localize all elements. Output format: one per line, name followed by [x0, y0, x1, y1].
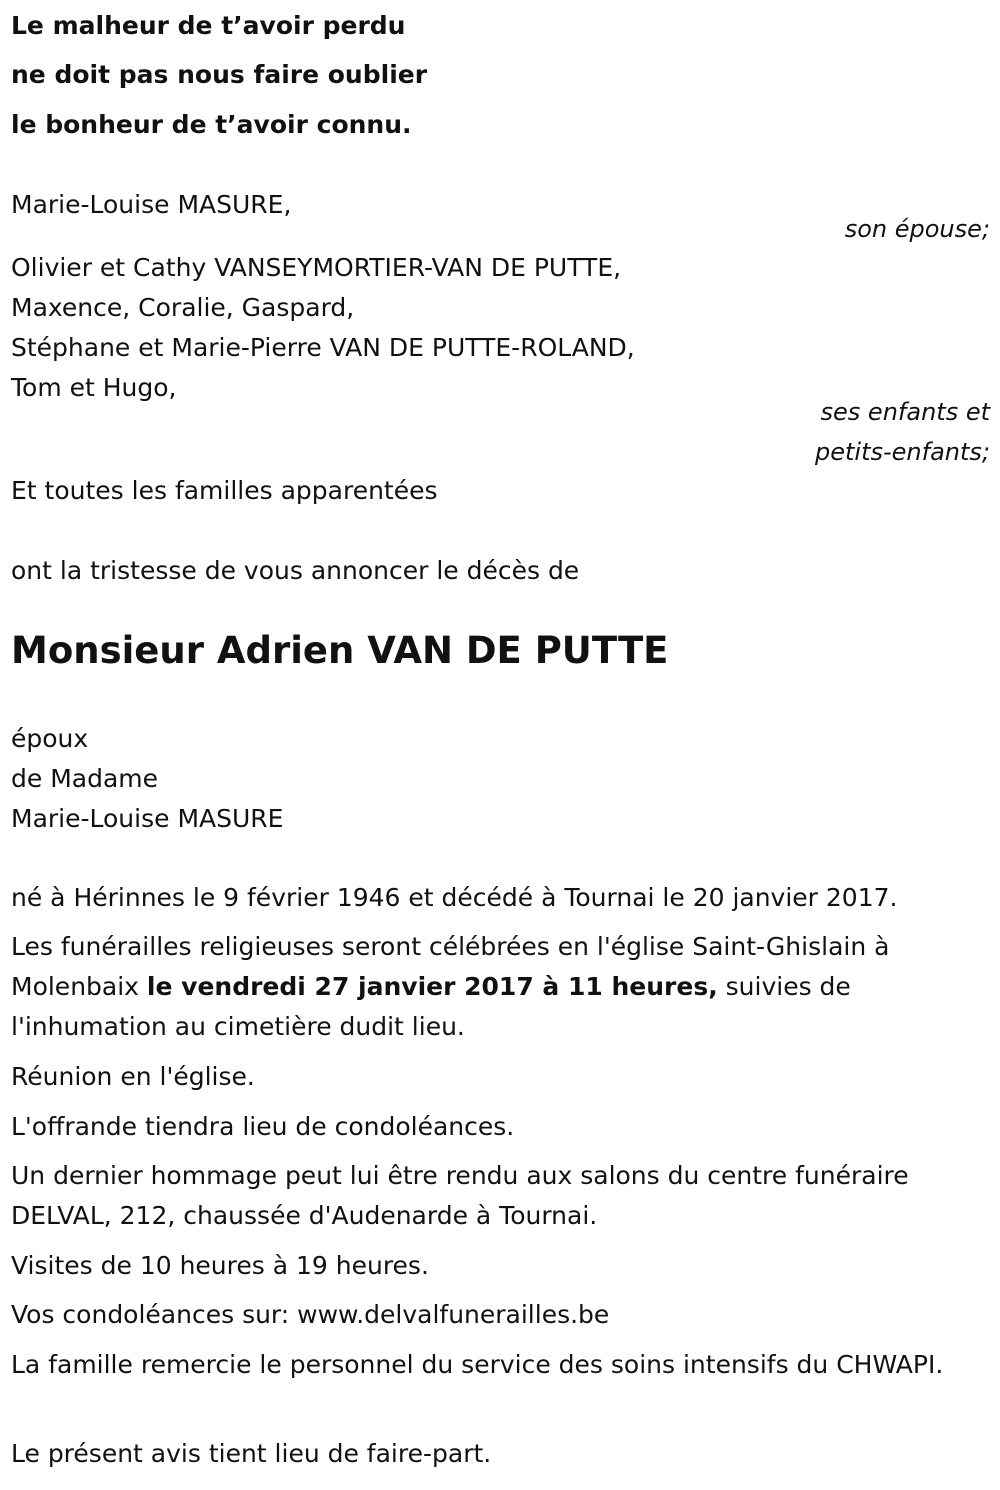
children-relation-2: petits-enfants;	[815, 438, 990, 466]
condolences-line: Vos condoléances sur: www.delvalfunerailles.be	[11, 1300, 610, 1329]
funeral-date-time: le vendredi 27 janvier 2017 à 11 heures,	[146, 972, 718, 1001]
funeral-text-after: suivies de l'inhumation au cimetière dudit lieu.	[11, 972, 851, 1041]
families-line: Et toutes les familles apparentées	[11, 476, 438, 505]
children-relation-1: ses enfants et	[820, 398, 990, 426]
spouse-name: Marie-Louise MASURE,	[11, 190, 292, 219]
funeral-text-before: Les funérailles religieuses seront célébrées en l'église Saint-Ghislain à Molenbaix	[11, 932, 890, 1001]
husband-of-line-1: époux	[11, 724, 89, 753]
announce-line: ont la tristesse de vous annoncer le décès de	[11, 556, 580, 585]
children-line-1: Olivier et Cathy VANSEYMORTIER-VAN DE PUTTE,	[11, 253, 622, 282]
epitaph-line-3: le bonheur de t’avoir connu.	[11, 110, 412, 139]
deceased-name: Monsieur Adrien VAN DE PUTTE	[11, 629, 669, 672]
husband-of-line-3: Marie-Louise MASURE	[11, 804, 284, 833]
spouse-relation: son épouse;	[844, 215, 990, 243]
husband-of-line-2: de Madame	[11, 764, 159, 793]
offering-line: L'offrande tiendra lieu de condoléances.	[11, 1112, 515, 1141]
visits-line: Visites de 10 heures à 19 heures.	[11, 1251, 429, 1280]
homage-paragraph: Un dernier hommage peut lui être rendu aux salons du centre funéraire DELVAL, 212, chaussée d'Audenarde à Tournai.	[11, 1161, 909, 1230]
children-line-3: Stéphane et Marie-Pierre VAN DE PUTTE-ROLAND,	[11, 333, 635, 362]
children-line-2: Maxence, Coralie, Gaspard,	[11, 293, 355, 322]
notice-line: Le présent avis tient lieu de faire-part.	[11, 1439, 492, 1468]
children-line-4: Tom et Hugo,	[11, 373, 177, 402]
epitaph-line-2: ne doit pas nous faire oublier	[11, 60, 428, 89]
funeral-paragraph	[11, 927, 991, 1047]
thanks-paragraph: La famille remercie le personnel du service des soins intensifs du CHWAPI.	[11, 1350, 944, 1379]
epitaph-line-1: Le malheur de t’avoir perdu	[11, 11, 406, 40]
meeting-line: Réunion en l'église.	[11, 1062, 255, 1091]
birth-death-line: né à Hérinnes le 9 février 1946 et décédé à Tournai le 20 janvier 2017.	[11, 883, 898, 912]
